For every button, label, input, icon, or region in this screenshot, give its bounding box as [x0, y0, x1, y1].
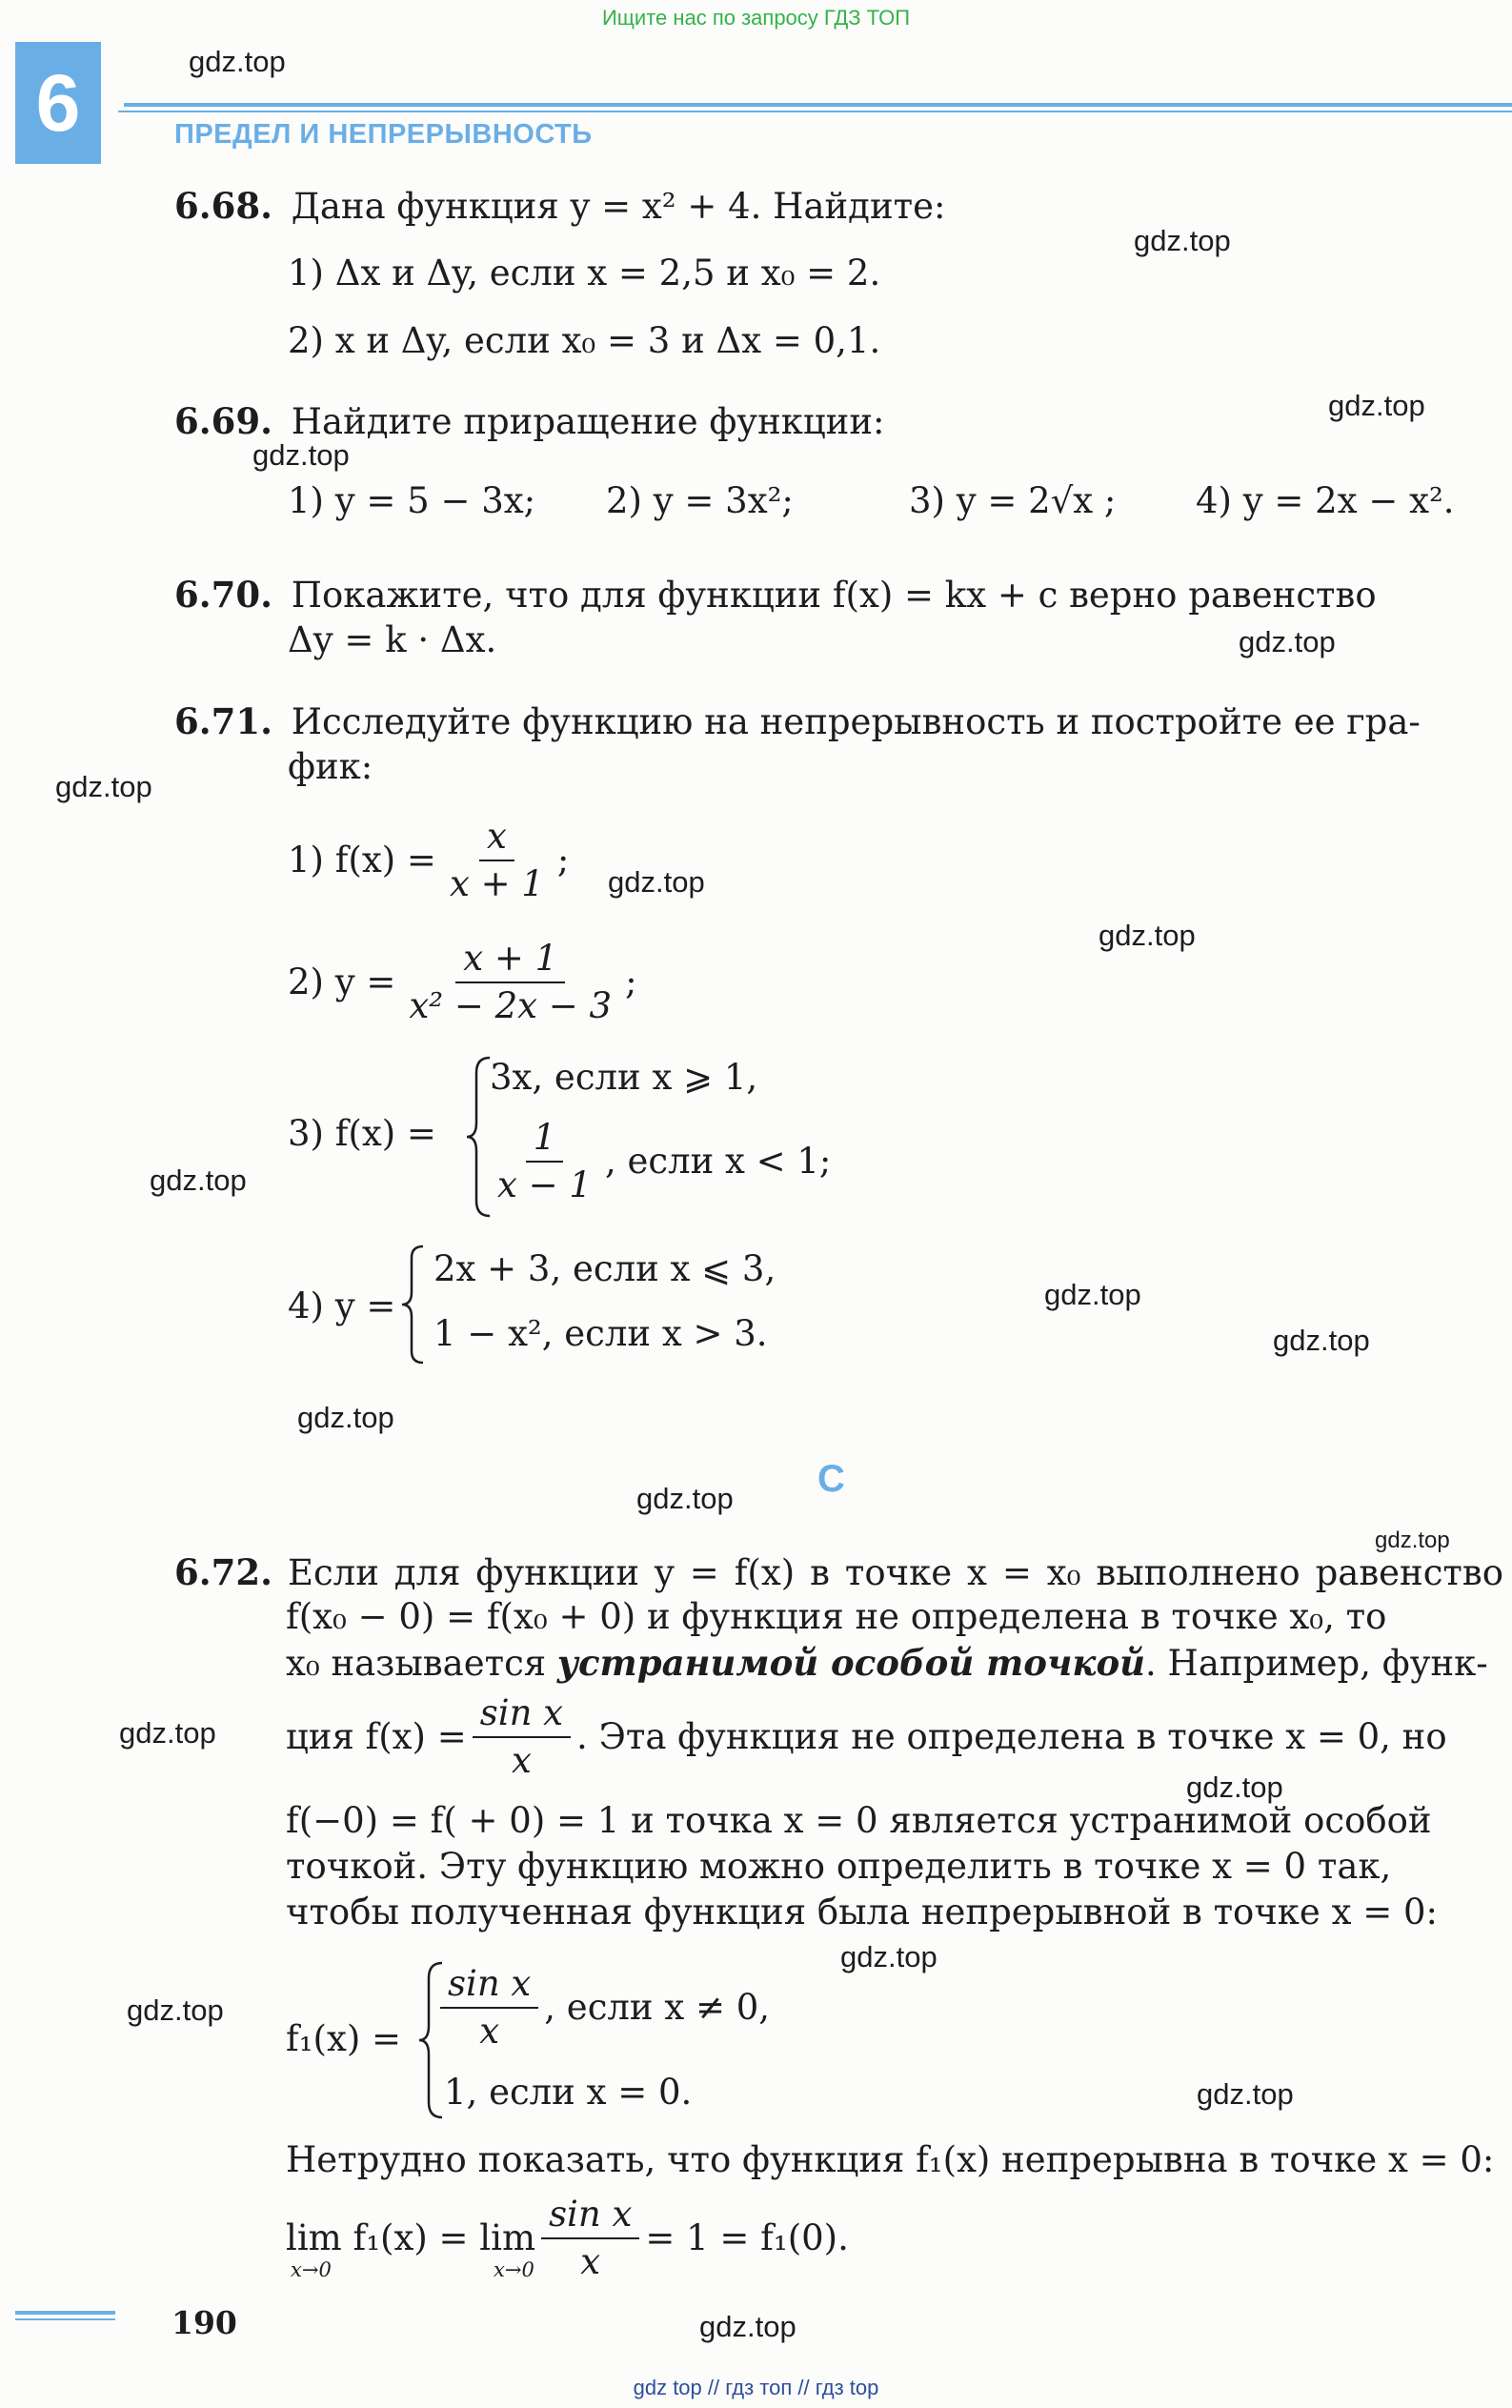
problem-text-line-1: Исследуйте функцию на непрерывность и постройте ее гра- — [291, 701, 1421, 742]
case-line-2: 1 − x², если x > 3. — [433, 1313, 768, 1354]
chapter-number-box — [15, 42, 101, 164]
numerator: x + 1 — [455, 936, 565, 983]
problem-6-72-line-2: f(x₀ − 0) = f(x₀ + 0) и функция не определена в точке x₀, то — [286, 1596, 1387, 1637]
watermark: gdz.top — [1186, 1771, 1283, 1804]
watermark: gdz.top — [297, 1401, 394, 1434]
problem-6-72-line-3 — [286, 1640, 1488, 1687]
case-line-1 — [440, 1961, 770, 2054]
denominator: x — [580, 2241, 601, 2282]
denominator: x − 1 — [497, 1164, 592, 1205]
text-part: . Эта функция не определена в точке x = 0, но — [576, 1716, 1447, 1757]
problem-6-69-item-1: 1) y = 5 − 3x; — [288, 480, 536, 521]
problem-6-71-item-1 — [288, 814, 569, 907]
watermark: gdz.top — [636, 1482, 734, 1515]
case-line-1: 3x, если x ⩾ 1, — [490, 1057, 758, 1098]
watermark: gdz.top — [1099, 919, 1196, 952]
problem-number: 6.70. — [174, 574, 272, 616]
watermark: gdz.top — [1328, 389, 1425, 422]
problem-text-line-1: Покажите, что для функции f(x) = kx + c верно равенство — [291, 575, 1377, 616]
numerator: sin x — [473, 1690, 571, 1738]
problem-number: 6.72. — [174, 1551, 272, 1593]
denominator: x — [511, 1740, 532, 1781]
denominator: x — [479, 2011, 500, 2052]
problem-6-71-item-3-lhs: 3) f(x) = — [288, 1113, 436, 1154]
case-line-2: 1, если x = 0. — [444, 2072, 693, 2113]
denominator: x + 1 — [449, 863, 544, 904]
section-letter: С — [817, 1458, 845, 1500]
problem-6-69-item-4: 4) y = 2x − x². — [1196, 480, 1455, 521]
fraction — [490, 1115, 599, 1208]
limit-subscript-2: x→0 — [494, 2258, 534, 2281]
watermark: gdz.top — [1273, 1324, 1370, 1357]
problem-6-70-line-2: Δy = k · Δx. — [288, 619, 497, 660]
footer-rule-thin — [15, 2318, 115, 2320]
watermark: gdz.top — [1375, 1528, 1450, 1553]
numerator: sin x — [440, 1961, 538, 2009]
problem-6-71-line-2: фик: — [288, 746, 373, 787]
watermark: gdz.top — [608, 865, 705, 899]
watermark: gdz.top — [1197, 2077, 1294, 2111]
watermark: gdz.top — [1134, 224, 1231, 257]
denominator: x² − 2x − 3 — [409, 985, 613, 1026]
limit-rhs: = 1 = f₁(0). — [645, 2217, 849, 2258]
watermark: gdz.top — [252, 438, 350, 472]
text-part: ция f(x) = — [286, 1716, 467, 1757]
watermark: gdz.top — [55, 770, 152, 803]
watermark: gdz.top — [1044, 1278, 1141, 1311]
problem-6-68-item-1: 1) Δx и Δy, если x = 2,5 и x₀ = 2. — [288, 253, 881, 293]
numerator: x — [479, 814, 514, 861]
fraction — [473, 1690, 571, 1784]
case-condition: , если x < 1; — [604, 1141, 832, 1182]
problem-text: Найдите приращение функции: — [291, 401, 885, 442]
problem-6-72-line-6: точкой. Эту функцию можно определить в точке x = 0 так, — [286, 1846, 1392, 1887]
watermark: gdz.top — [119, 1716, 216, 1750]
page-number: 190 — [171, 2304, 237, 2341]
term-emphasis: устранимой особой точкой — [556, 1642, 1146, 1684]
item-end: ; — [556, 840, 570, 880]
problem-6-72-line-8: Нетрудно показать, что функция f₁(x) непрерывна в точке x = 0: — [286, 2139, 1495, 2180]
problem-6-71 — [174, 698, 1421, 745]
numerator: sin x — [541, 2192, 639, 2239]
problem-6-69-item-3: 3) y = 2√x ; — [909, 480, 1117, 521]
footer-rule — [15, 2311, 115, 2315]
problem-6-72-line-5: f(−0) = f( + 0) = 1 и точка x = 0 является устранимой особой — [286, 1800, 1432, 1841]
header-rule — [124, 103, 1512, 107]
numerator: 1 — [526, 1115, 564, 1163]
watermark: gdz.top — [840, 1940, 937, 1973]
fraction — [442, 814, 552, 907]
problem-6-69-item-2: 2) y = 3x²; — [606, 480, 794, 521]
problem-6-68 — [174, 183, 945, 230]
bottom-banner: gdz top // гдз топ // гдз top — [633, 2376, 879, 2399]
watermark: gdz.top — [150, 1164, 247, 1197]
problem-number: 6.68. — [174, 185, 272, 227]
item-end: ; — [625, 961, 637, 1002]
watermark: gdz.top — [1239, 625, 1336, 658]
problem-number: 6.71. — [174, 700, 272, 742]
case-line-2 — [490, 1115, 831, 1208]
header-rule-thin — [118, 111, 1512, 112]
problem-6-72-line-7: чтобы полученная функция была непрерывной в точке x = 0: — [286, 1892, 1438, 1932]
chapter-number: 6 — [35, 57, 81, 148]
case-line-1: 2x + 3, если x ⩽ 3, — [433, 1248, 776, 1289]
watermark: gdz.top — [699, 2310, 796, 2343]
top-banner: Ищите нас по запросу ГДЗ ТОП — [601, 6, 911, 30]
brace-icon — [400, 1244, 427, 1365]
limit-lhs: lim f₁(x) = lim — [286, 2217, 536, 2258]
text-part: . Например, функ- — [1145, 1643, 1488, 1684]
fraction — [401, 936, 619, 1029]
case-condition: , если x ≠ 0, — [544, 1987, 771, 2028]
fraction — [541, 2192, 639, 2285]
problem-6-68-item-2: 2) x и Δy, если x₀ = 3 и Δx = 0,1. — [288, 320, 881, 361]
problem-number: 6.69. — [174, 400, 272, 442]
watermark: gdz.top — [127, 1993, 224, 2027]
text-line: Если для функции y = f(x) в точке x = x₀ выполнено равенство — [287, 1552, 1503, 1593]
chapter-title: ПРЕДЕЛ И НЕПРЕРЫВНОСТЬ — [174, 119, 593, 150]
system-lhs: f₁(x) = — [286, 2018, 402, 2059]
problem-text: Дана функция y = x² + 4. Найдите: — [291, 186, 946, 227]
item-lhs: 2) y = — [288, 961, 396, 1002]
text-part: x₀ называется — [286, 1643, 557, 1684]
problem-6-70 — [174, 572, 1377, 618]
limit-subscript-1: x→0 — [291, 2258, 332, 2281]
fraction — [440, 1961, 538, 2054]
limit-expression — [286, 2192, 849, 2285]
item-lhs: 1) f(x) = — [288, 840, 436, 880]
problem-6-72-line-1 — [174, 1549, 1503, 1596]
problem-6-71-item-4-lhs: 4) y = — [288, 1285, 396, 1326]
problem-6-71-item-2 — [288, 936, 637, 1029]
watermark: gdz.top — [189, 45, 286, 78]
